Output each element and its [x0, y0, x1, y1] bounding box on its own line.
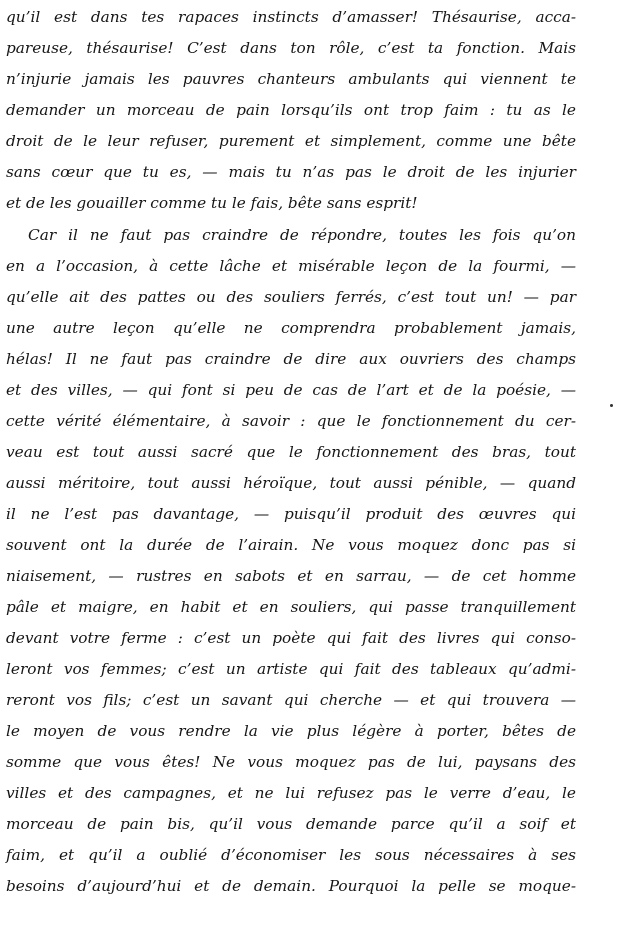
text-line: reront vos fils; c’est un savant qui cherche — et qui trouvera — — [6, 691, 576, 709]
text-line: faim, et qu’il a oublié d’économiser les sous nécessaires à ses — [6, 846, 576, 864]
paragraph-end-line: et de les gouailler comme tu le fais, bête sans esprit! — [6, 194, 418, 212]
text-line: villes et des campagnes, et ne lui refusez pas le verre d’eau, le — [6, 784, 576, 802]
text-line: qu’elle ait des pattes ou des souliers ferrés, c’est tout un! — par — [6, 288, 576, 306]
text-line: veau est tout aussi sacré que le fonctionnement des bras, tout — [6, 443, 576, 461]
text-line: leront vos femmes; c’est un artiste qui fait des tableaux qu’admi- — [6, 660, 576, 678]
text-line: et des villes, — qui font si peu de cas de l’art et de la poésie, — — [6, 381, 576, 399]
text-line: morceau de pain bis, qu’il vous demande parce qu’il a soif et — [6, 815, 576, 833]
text-line: besoins d’aujourd’hui et de demain. Pourquoi la pelle se moque- — [6, 877, 576, 895]
text-line: en a l’occasion, à cette lâche et misérable leçon de la fourmi, — — [6, 257, 576, 275]
text-line: devant votre ferme : c’est un poète qui fait des livres qui conso- — [6, 629, 576, 647]
text-line: il ne l’est pas davantage, — puisqu’il produit des œuvres qui — [6, 505, 576, 523]
text-line: pâle et maigre, en habit et en souliers, qui passe tranquillement — [6, 598, 576, 616]
print-speck — [610, 404, 613, 407]
text-line: une autre leçon qu’elle ne comprendra probablement jamais, — [6, 319, 576, 337]
text-line: demander un morceau de pain lorsqu’ils ont trop faim : tu as le — [6, 101, 576, 119]
text-line: cette vérité élémentaire, à savoir : que le fonctionnement du cer- — [6, 412, 576, 430]
text-line: souvent ont la durée de l’airain. Ne vous moquez donc pas si — [6, 536, 576, 554]
text-line: n’injurie jamais les pauvres chanteurs ambulants qui viennent te — [6, 70, 576, 88]
text-line: pareuse, thésaurise! C’est dans ton rôle, c’est ta fonction. Mais — [6, 39, 576, 57]
text-line: qu’il est dans tes rapaces instincts d’amasser! Thésaurise, acca- — [6, 8, 576, 26]
text-line: niaisement, — rustres en sabots et en sarrau, — de cet homme — [6, 567, 576, 585]
text-line: le moyen de vous rendre la vie plus légère à porter, bêtes de — [6, 722, 576, 740]
text-line: somme que vous êtes! Ne vous moquez pas de lui, paysans des — [6, 753, 576, 771]
text-line: hélas! Il ne faut pas craindre de dire aux ouvriers des champs — [6, 350, 576, 368]
paragraph-start-line: Car il ne faut pas craindre de répondre, toutes les fois qu’on — [28, 226, 576, 244]
text-line: sans cœur que tu es, — mais tu n’as pas le droit de les injurier — [6, 163, 576, 181]
text-line: aussi méritoire, tout aussi héroïque, tout aussi pénible, — quand — [6, 474, 576, 492]
text-line: droit de le leur refuser, purement et simplement, comme une bête — [6, 132, 576, 150]
